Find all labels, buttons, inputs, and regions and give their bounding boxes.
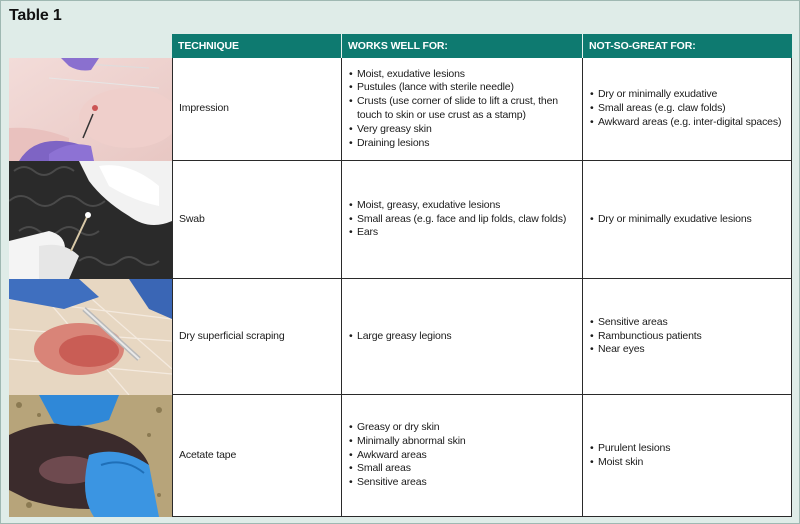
- swab-photo: [9, 161, 172, 279]
- list-item: • Moist, exudative lesions: [349, 68, 578, 82]
- list-item: • Rambunctious patients: [590, 330, 702, 344]
- list-item: • Small areas (e.g. face and lip folds, claw folds): [349, 213, 566, 227]
- table-row: [172, 161, 792, 279]
- list-item: • Minimally abnormal skin: [349, 435, 466, 449]
- impression-photo: [9, 58, 172, 161]
- list-item: • Near eyes: [590, 343, 702, 357]
- list-item: • Purulent lesions: [590, 442, 670, 456]
- table-header: [172, 34, 792, 58]
- scraping-photo: [9, 279, 172, 395]
- technique-cell: Impression: [172, 58, 342, 161]
- list-item: • Small areas: [349, 462, 466, 476]
- header-technique: TECHNIQUE: [172, 34, 342, 58]
- header-not-so-great: NOT-SO-GREAT FOR:: [589, 40, 696, 52]
- list-item-text: Awkward areas (e.g. inter-digital spaces): [598, 115, 782, 128]
- not-so-great-cell: [583, 395, 792, 517]
- list-item: • Moist, greasy, exudative lesions: [349, 199, 566, 213]
- table-row: [172, 58, 792, 161]
- table-row: [172, 279, 792, 395]
- technique-cell: Dry superficial scraping: [172, 279, 342, 395]
- table-title: Table 1: [9, 7, 62, 24]
- list-item: • Dry or minimally exudative lesions: [590, 213, 752, 227]
- not-so-great-cell: [583, 279, 792, 395]
- list-item: • Ears: [349, 226, 566, 240]
- list-item: • Sensitive areas: [590, 316, 702, 330]
- table-row: [172, 395, 792, 517]
- technique-cell: Swab: [172, 161, 342, 279]
- works-well-cell: [342, 279, 583, 395]
- list-item: [590, 102, 781, 116]
- list-item: • Greasy or dry skin: [349, 421, 466, 435]
- technique-cell: Acetate tape: [172, 395, 342, 517]
- list-item: • Sensitive areas: [349, 476, 466, 490]
- list-item-text: Small areas (e.g. claw folds): [598, 102, 726, 115]
- list-item: • Awkward areas: [349, 449, 466, 463]
- list-item: • Dry or minimally exudative: [590, 88, 781, 102]
- list-item: • Draining lesions: [349, 137, 578, 151]
- list-item: • Crusts (use corner of slide to lift a crust, then touch to skin or use crust as a stamp): [349, 95, 578, 123]
- list-item: • Moist skin: [590, 456, 670, 470]
- tape-photo: [9, 395, 172, 517]
- works-well-cell: [342, 58, 583, 161]
- header-works-well: WORKS WELL FOR:: [342, 34, 583, 58]
- list-item: • Pustules (lance with sterile needle): [349, 81, 578, 95]
- works-well-cell: [342, 395, 583, 517]
- works-well-cell: [342, 161, 583, 279]
- not-so-great-cell: [583, 58, 792, 161]
- list-item: • Very greasy skin: [349, 123, 578, 137]
- list-item: • Large greasy legions: [349, 330, 451, 344]
- not-so-great-cell: [583, 161, 792, 279]
- list-item: [590, 116, 781, 130]
